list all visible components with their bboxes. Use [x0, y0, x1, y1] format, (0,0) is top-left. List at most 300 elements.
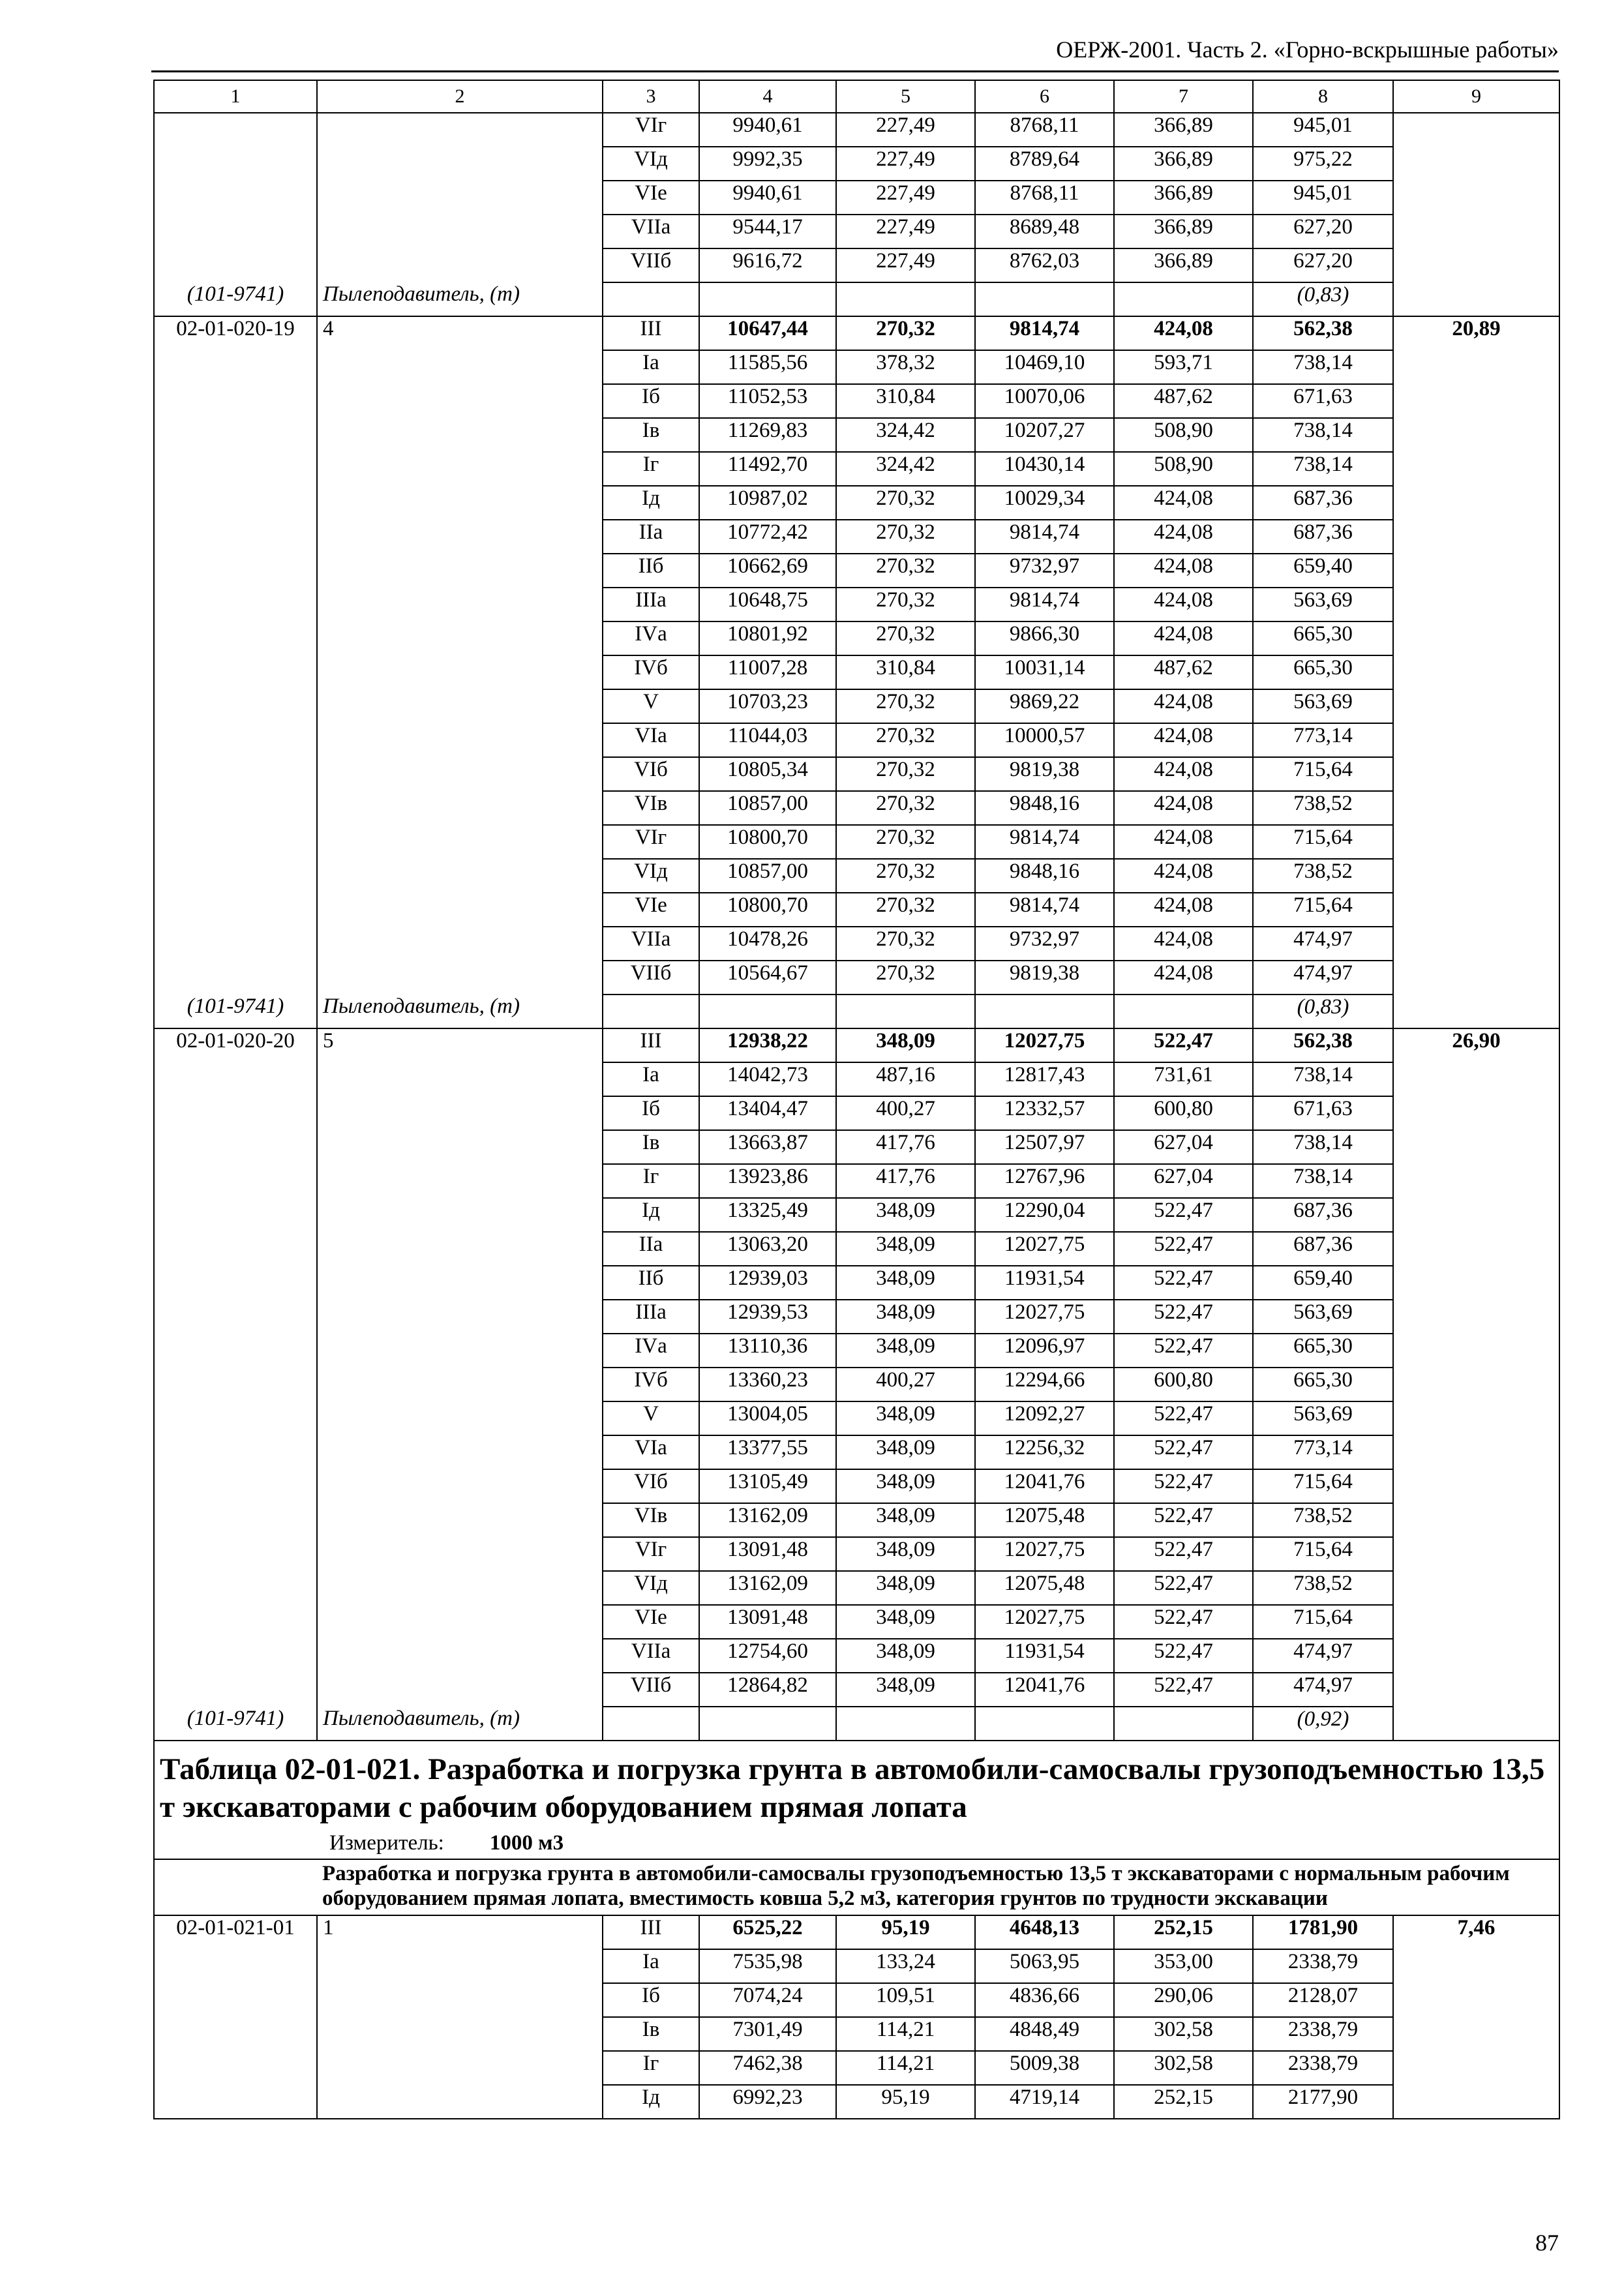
cost-value: 13663,87 [699, 1130, 836, 1164]
cost-value: 474,97 [1253, 961, 1393, 995]
name-spacer [317, 1469, 603, 1503]
cost-value: 424,08 [1114, 316, 1253, 350]
soil-category: V [603, 689, 699, 723]
table-row [154, 621, 1559, 655]
cost-value: 4719,14 [975, 2085, 1114, 2119]
cost-value: 13377,55 [699, 1435, 836, 1469]
cost-value: 270,32 [836, 316, 975, 350]
cost-value: 348,09 [836, 1198, 975, 1232]
cost-value: 10469,10 [975, 350, 1114, 384]
cost-value: 508,90 [1114, 452, 1253, 486]
cost-value: 348,09 [836, 1435, 975, 1469]
cost-value: 562,38 [1253, 316, 1393, 350]
table-row [154, 316, 1559, 350]
cost-value: 270,32 [836, 486, 975, 520]
soil-category: V [603, 1401, 699, 1435]
cost-value: 270,32 [836, 689, 975, 723]
code-spacer [154, 1469, 317, 1503]
cost-value: 10800,70 [699, 893, 836, 927]
cost-value: 12754,60 [699, 1639, 836, 1673]
soil-category: Iб [603, 1096, 699, 1130]
table-row [154, 893, 1559, 927]
cost-value: 10800,70 [699, 825, 836, 859]
code-spacer [154, 2085, 317, 2119]
cost-value: 10207,27 [975, 418, 1114, 452]
cost-value: 522,47 [1114, 1503, 1253, 1537]
page-number: 87 [1535, 2230, 1559, 2256]
table-row [154, 2051, 1559, 2085]
name-spacer [317, 1130, 603, 1164]
name-spacer [317, 961, 603, 995]
table-row [154, 1028, 1559, 1062]
name-spacer [317, 1537, 603, 1571]
name-spacer [317, 2017, 603, 2051]
resource-code: (101-9741) [154, 1707, 317, 1741]
cost-value: 11052,53 [699, 384, 836, 418]
cost-value: 133,24 [836, 1949, 975, 1983]
empty-cell [603, 995, 699, 1028]
dust-suppressant-row [154, 1707, 1559, 1741]
code-spacer [154, 1983, 317, 2017]
code-spacer [154, 1503, 317, 1537]
cost-value: 522,47 [1114, 1605, 1253, 1639]
cost-value: 9866,30 [975, 621, 1114, 655]
name-spacer [317, 1062, 603, 1096]
code-spacer [154, 825, 317, 859]
cost-value: 270,32 [836, 927, 975, 961]
name-spacer [317, 350, 603, 384]
cost-value: 487,62 [1114, 655, 1253, 689]
cost-value: 738,52 [1253, 859, 1393, 893]
rate-number: 4 [317, 316, 603, 350]
name-spacer [317, 1983, 603, 2017]
cost-value: 114,21 [836, 2051, 975, 2085]
code-spacer [154, 1198, 317, 1232]
cost-value: 310,84 [836, 655, 975, 689]
soil-category: VIе [603, 181, 699, 215]
cost-value: 563,69 [1253, 689, 1393, 723]
name-spacer [317, 147, 603, 181]
table-row [154, 961, 1559, 995]
resource-quantity: (0,92) [1253, 1707, 1393, 1741]
description-spacer [154, 1859, 317, 1915]
code-spacer [154, 418, 317, 452]
soil-category: VIIб [603, 1673, 699, 1707]
code-spacer [154, 1062, 317, 1096]
cost-value: 10647,44 [699, 316, 836, 350]
labor-spacer [1393, 1096, 1559, 1130]
soil-category: Iа [603, 1949, 699, 1983]
cost-value: 95,19 [836, 2085, 975, 2119]
cost-value: 773,14 [1253, 723, 1393, 757]
table-row [154, 859, 1559, 893]
measure-label: Измеритель: [329, 1831, 444, 1855]
cost-value: 424,08 [1114, 554, 1253, 588]
labor-spacer [1393, 1266, 1559, 1300]
cost-value: 665,30 [1253, 1334, 1393, 1368]
column-number: 4 [699, 80, 836, 113]
code-spacer [154, 1949, 317, 1983]
name-spacer [317, 2085, 603, 2119]
labor-spacer [1393, 961, 1559, 995]
cost-value: 8789,64 [975, 147, 1114, 181]
labor-spacer [1393, 1062, 1559, 1096]
code-spacer [154, 927, 317, 961]
cost-value: 348,09 [836, 1300, 975, 1334]
cost-value: 270,32 [836, 588, 975, 621]
cost-value: 7462,38 [699, 2051, 836, 2085]
cost-value: 348,09 [836, 1469, 975, 1503]
cost-value: 417,76 [836, 1130, 975, 1164]
table-row [154, 1401, 1559, 1435]
empty-cell [699, 282, 836, 316]
table-row [154, 1198, 1559, 1232]
cost-value: 945,01 [1253, 181, 1393, 215]
soil-category: IIа [603, 1232, 699, 1266]
table-row [154, 757, 1559, 791]
cost-value: 9992,35 [699, 147, 836, 181]
soil-category: Iг [603, 452, 699, 486]
code-spacer [154, 2051, 317, 2085]
cost-value: 13162,09 [699, 1571, 836, 1605]
cost-value: 9814,74 [975, 588, 1114, 621]
cost-value: 13110,36 [699, 1334, 836, 1368]
column-number: 5 [836, 80, 975, 113]
labor-spacer [1393, 1503, 1559, 1537]
soil-category: VIе [603, 1605, 699, 1639]
column-number-row [154, 80, 1559, 113]
labor-spacer [1393, 859, 1559, 893]
labor-spacer [1393, 1983, 1559, 2017]
column-number: 9 [1393, 80, 1559, 113]
cost-value: 1781,90 [1253, 1915, 1393, 1949]
cost-value: 417,76 [836, 1164, 975, 1198]
cost-value: 5063,95 [975, 1949, 1114, 1983]
empty-cell [699, 995, 836, 1028]
cost-value: 715,64 [1253, 893, 1393, 927]
cost-value: 975,22 [1253, 147, 1393, 181]
cost-value: 7535,98 [699, 1949, 836, 1983]
soil-category: IIIа [603, 1300, 699, 1334]
section-description-row [154, 1859, 1559, 1915]
labor-value: 20,89 [1393, 316, 1559, 350]
dust-suppressant-row [154, 282, 1559, 316]
table-row [154, 248, 1559, 282]
code-spacer [154, 1368, 317, 1401]
soil-category: Iд [603, 1198, 699, 1232]
labor-spacer [1393, 1469, 1559, 1503]
labor-spacer [1393, 2085, 1559, 2119]
cost-value: 773,14 [1253, 1435, 1393, 1469]
code-spacer [154, 215, 317, 248]
code-spacer [154, 113, 317, 147]
name-spacer [317, 621, 603, 655]
name-spacer [317, 1605, 603, 1639]
cost-value: 627,04 [1114, 1164, 1253, 1198]
cost-value: 522,47 [1114, 1028, 1253, 1062]
name-spacer [317, 1164, 603, 1198]
cost-value: 5009,38 [975, 2051, 1114, 2085]
soil-category: Iа [603, 350, 699, 384]
cost-value: 270,32 [836, 961, 975, 995]
code-spacer [154, 1673, 317, 1707]
name-spacer [317, 1198, 603, 1232]
cost-value: 424,08 [1114, 859, 1253, 893]
table-row [154, 1130, 1559, 1164]
cost-value: 424,08 [1114, 486, 1253, 520]
cost-value: 731,61 [1114, 1062, 1253, 1096]
soil-category: Iг [603, 2051, 699, 2085]
cost-value: 945,01 [1253, 113, 1393, 147]
table-row [154, 1368, 1559, 1401]
name-spacer [317, 1232, 603, 1266]
cost-value: 302,58 [1114, 2017, 1253, 2051]
name-spacer [317, 1435, 603, 1469]
cost-value: 252,15 [1114, 1915, 1253, 1949]
cost-value: 424,08 [1114, 588, 1253, 621]
cost-value: 8762,03 [975, 248, 1114, 282]
labor-spacer [1393, 350, 1559, 384]
soil-category: III [603, 316, 699, 350]
cost-value: 2338,79 [1253, 1949, 1393, 1983]
code-spacer [154, 2017, 317, 2051]
cost-value: 12938,22 [699, 1028, 836, 1062]
code-spacer [154, 384, 317, 418]
cost-value: 13360,23 [699, 1368, 836, 1401]
name-spacer [317, 1401, 603, 1435]
cost-value: 522,47 [1114, 1266, 1253, 1300]
cost-value: 12075,48 [975, 1503, 1114, 1537]
cost-value: 13091,48 [699, 1605, 836, 1639]
soil-category: IVб [603, 655, 699, 689]
empty-cell [1114, 995, 1253, 1028]
rate-code: 02-01-021-01 [154, 1915, 317, 1949]
resource-name: Пылеподавитель, (т) [317, 282, 603, 316]
cost-value: 600,80 [1114, 1368, 1253, 1401]
labor-spacer [1393, 723, 1559, 757]
table-row [154, 1164, 1559, 1198]
cost-value: 424,08 [1114, 757, 1253, 791]
cost-value: 270,32 [836, 893, 975, 927]
cost-value: 12027,75 [975, 1605, 1114, 1639]
cost-value: 9732,97 [975, 554, 1114, 588]
table-row [154, 2085, 1559, 2119]
soil-category: IIа [603, 520, 699, 554]
resource-quantity: (0,83) [1253, 282, 1393, 316]
code-spacer [154, 1605, 317, 1639]
cost-value: 13162,09 [699, 1503, 836, 1537]
name-spacer [317, 791, 603, 825]
soil-category: IVа [603, 1334, 699, 1368]
cost-value: 424,08 [1114, 723, 1253, 757]
cost-value: 10564,67 [699, 961, 836, 995]
soil-category: VIIб [603, 248, 699, 282]
labor-spacer [1393, 181, 1559, 215]
name-spacer [317, 384, 603, 418]
cost-value: 227,49 [836, 248, 975, 282]
labor-spacer [1393, 452, 1559, 486]
cost-value: 270,32 [836, 723, 975, 757]
table-row [154, 2017, 1559, 2051]
table-title-row [154, 1741, 1559, 1859]
empty-cell [1393, 282, 1559, 316]
cost-value: 10029,34 [975, 486, 1114, 520]
labor-spacer [1393, 1949, 1559, 1983]
cost-value: 11931,54 [975, 1266, 1114, 1300]
labor-spacer [1393, 927, 1559, 961]
cost-value: 227,49 [836, 147, 975, 181]
cost-value: 13063,20 [699, 1232, 836, 1266]
table-row [154, 1537, 1559, 1571]
cost-value: 659,40 [1253, 554, 1393, 588]
cost-value: 424,08 [1114, 927, 1253, 961]
cost-value: 9814,74 [975, 825, 1114, 859]
cost-value: 114,21 [836, 2017, 975, 2051]
cost-value: 738,14 [1253, 418, 1393, 452]
cost-value: 109,51 [836, 1983, 975, 2017]
code-spacer [154, 1334, 317, 1368]
cost-value: 366,89 [1114, 215, 1253, 248]
code-spacer [154, 452, 317, 486]
labor-spacer [1393, 1300, 1559, 1334]
labor-spacer [1393, 520, 1559, 554]
cost-value: 4848,49 [975, 2017, 1114, 2051]
cost-value: 627,20 [1253, 215, 1393, 248]
name-spacer [317, 757, 603, 791]
cost-value: 738,14 [1253, 1062, 1393, 1096]
labor-value: 26,90 [1393, 1028, 1559, 1062]
soil-category: Iд [603, 486, 699, 520]
cost-value: 7301,49 [699, 2017, 836, 2051]
cost-value: 424,08 [1114, 825, 1253, 859]
soil-category: IIб [603, 554, 699, 588]
cost-value: 13004,05 [699, 1401, 836, 1435]
cost-value: 11931,54 [975, 1639, 1114, 1673]
table-row [154, 927, 1559, 961]
code-spacer [154, 757, 317, 791]
cost-value: 9848,16 [975, 791, 1114, 825]
labor-value: 7,46 [1393, 1915, 1559, 1949]
cost-value: 738,14 [1253, 350, 1393, 384]
cost-value: 9814,74 [975, 893, 1114, 927]
column-number: 7 [1114, 80, 1253, 113]
labor-spacer [1393, 486, 1559, 520]
cost-value: 9940,61 [699, 181, 836, 215]
cost-value: 252,15 [1114, 2085, 1253, 2119]
table-row [154, 486, 1559, 520]
cost-value: 9940,61 [699, 113, 836, 147]
cost-value: 12939,53 [699, 1300, 836, 1334]
labor-spacer [1393, 248, 1559, 282]
code-spacer [154, 1639, 317, 1673]
cost-value: 424,08 [1114, 961, 1253, 995]
cost-value: 738,14 [1253, 1164, 1393, 1198]
name-spacer [317, 1673, 603, 1707]
cost-value: 627,20 [1253, 248, 1393, 282]
cost-value: 13105,49 [699, 1469, 836, 1503]
resource-name: Пылеподавитель, (т) [317, 1707, 603, 1741]
cost-value: 290,06 [1114, 1983, 1253, 2017]
cost-value: 227,49 [836, 113, 975, 147]
cost-value: 487,62 [1114, 384, 1253, 418]
dust-suppressant-row [154, 995, 1559, 1028]
table-row [154, 588, 1559, 621]
soil-category: IVб [603, 1368, 699, 1401]
table-row [154, 655, 1559, 689]
cost-value: 522,47 [1114, 1435, 1253, 1469]
resource-quantity: (0,83) [1253, 995, 1393, 1028]
cost-value: 12294,66 [975, 1368, 1114, 1401]
labor-spacer [1393, 1130, 1559, 1164]
cost-value: 12092,27 [975, 1401, 1114, 1435]
cost-value: 14042,73 [699, 1062, 836, 1096]
cost-value: 10031,14 [975, 655, 1114, 689]
soil-category: VIг [603, 825, 699, 859]
column-number: 8 [1253, 80, 1393, 113]
name-spacer [317, 1639, 603, 1673]
table-row [154, 384, 1559, 418]
cost-value: 13325,49 [699, 1198, 836, 1232]
cost-value: 522,47 [1114, 1673, 1253, 1707]
cost-value: 671,63 [1253, 384, 1393, 418]
cost-value: 348,09 [836, 1503, 975, 1537]
labor-spacer [1393, 384, 1559, 418]
cost-value: 715,64 [1253, 1469, 1393, 1503]
cost-value: 10857,00 [699, 859, 836, 893]
code-spacer [154, 859, 317, 893]
soil-category: VIв [603, 791, 699, 825]
table-row [154, 113, 1559, 147]
labor-spacer [1393, 1571, 1559, 1605]
cost-value: 522,47 [1114, 1571, 1253, 1605]
cost-value: 522,47 [1114, 1232, 1253, 1266]
empty-cell [836, 282, 975, 316]
soil-category: VIд [603, 859, 699, 893]
name-spacer [317, 588, 603, 621]
cost-value: 348,09 [836, 1334, 975, 1368]
cost-value: 10648,75 [699, 588, 836, 621]
cost-value: 474,97 [1253, 1673, 1393, 1707]
cost-value: 671,63 [1253, 1096, 1393, 1130]
cost-value: 4648,13 [975, 1915, 1114, 1949]
cost-value: 8768,11 [975, 181, 1114, 215]
soil-category: Iа [603, 1062, 699, 1096]
name-spacer [317, 1334, 603, 1368]
cost-value: 508,90 [1114, 418, 1253, 452]
name-spacer [317, 825, 603, 859]
cost-value: 563,69 [1253, 1401, 1393, 1435]
table-row [154, 791, 1559, 825]
name-spacer [317, 1096, 603, 1130]
code-spacer [154, 554, 317, 588]
cost-value: 424,08 [1114, 893, 1253, 927]
cost-value: 12027,75 [975, 1537, 1114, 1571]
cost-value: 563,69 [1253, 1300, 1393, 1334]
cost-value: 9848,16 [975, 859, 1114, 893]
name-spacer [317, 689, 603, 723]
name-spacer [317, 1949, 603, 1983]
cost-value: 424,08 [1114, 689, 1253, 723]
cost-value: 11585,56 [699, 350, 836, 384]
cost-value: 10801,92 [699, 621, 836, 655]
cost-value: 11044,03 [699, 723, 836, 757]
labor-spacer [1393, 113, 1559, 147]
code-spacer [154, 350, 317, 384]
cost-value: 474,97 [1253, 927, 1393, 961]
name-spacer [317, 418, 603, 452]
cost-value: 10430,14 [975, 452, 1114, 486]
code-spacer [154, 486, 317, 520]
